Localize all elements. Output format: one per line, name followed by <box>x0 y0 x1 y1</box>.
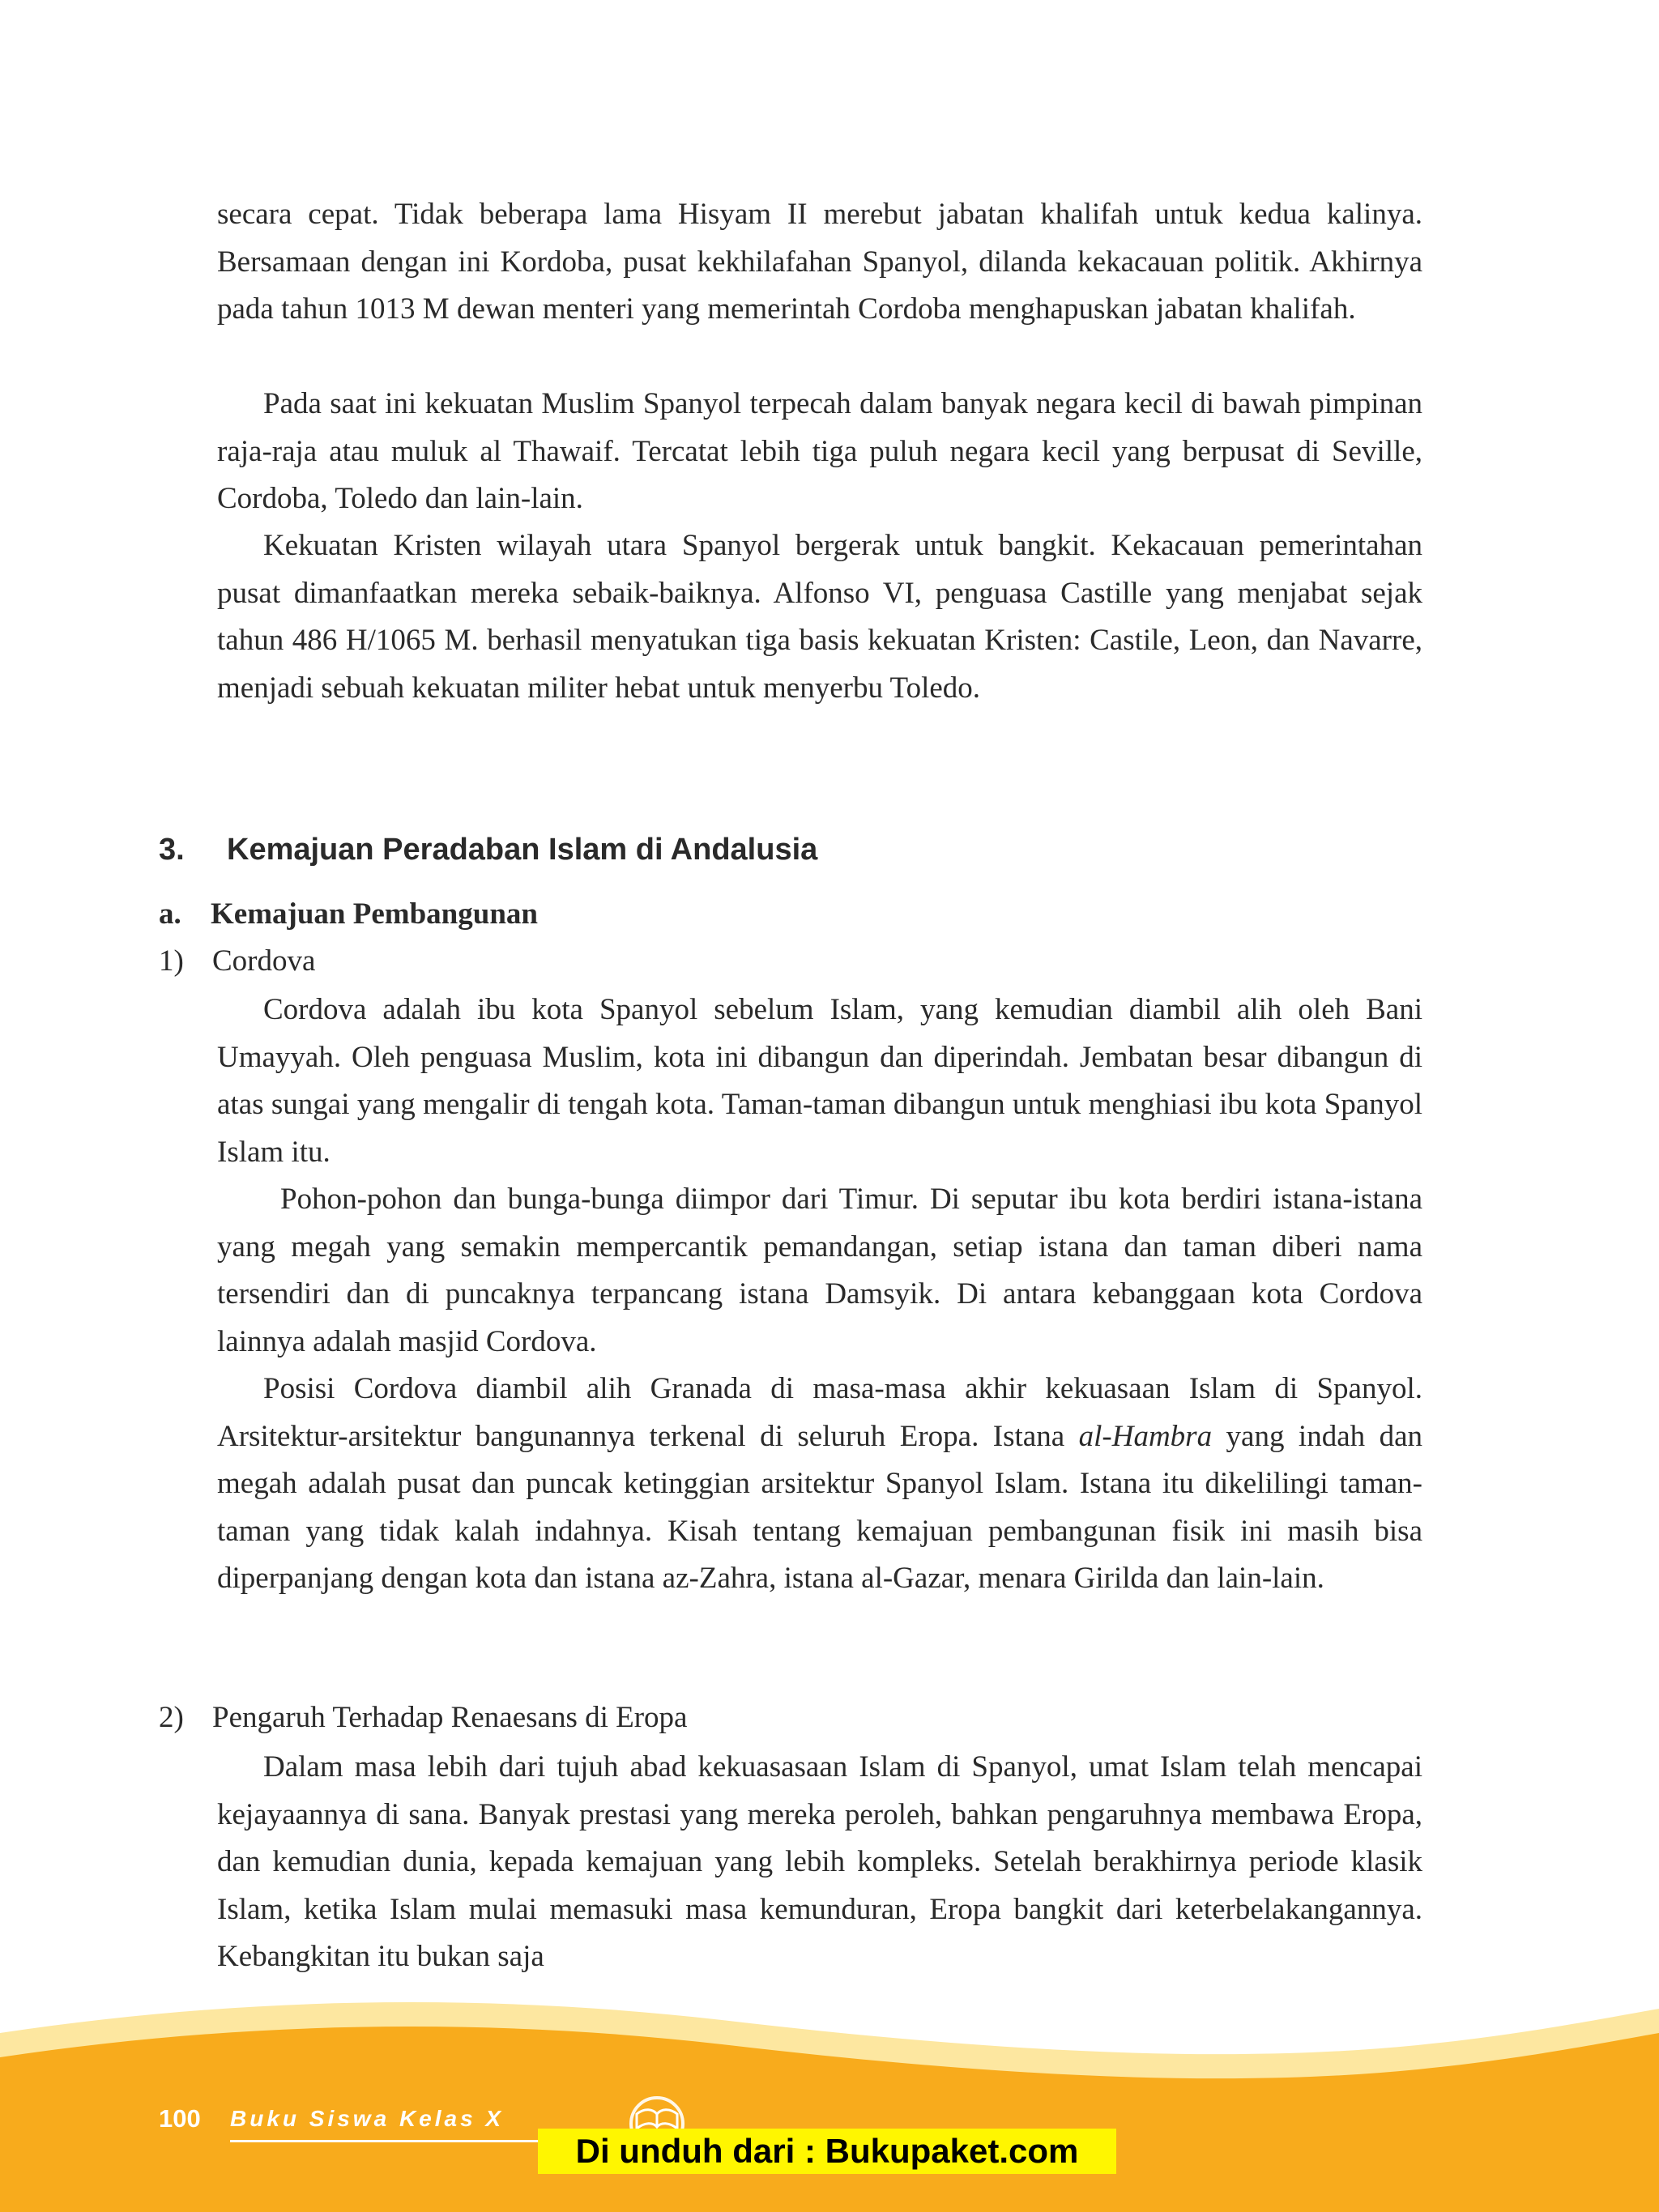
body-paragraph <box>217 1366 1422 1603</box>
body-paragraph: secara cepat. Tidak beberapa lama Hisyam II merebut jabatan khalifah untuk kedua kalinya. Bersamaan dengan ini Kordoba, pusat kekhilafahan Spanyol, dilanda kekacauan politik. Akhirnya pada tahun 1013 M dewan menteri yang memerintah Cordoba menghapuskan jabatan khalifah. <box>217 198 1422 326</box>
page-number: 100 <box>159 2104 201 2133</box>
item-title: Pengaruh Terhadap Renaesans di Eropa <box>212 1701 688 1734</box>
book-title: Buku Siswa Kelas X <box>230 2106 505 2131</box>
item-number: 2) <box>159 1701 184 1734</box>
item-heading-renaissance <box>159 1696 687 1740</box>
subsection-label: a. <box>159 897 181 931</box>
section-number: 3. <box>159 833 185 867</box>
footer-wave-decoration <box>0 1976 1659 2212</box>
body-paragraph: Pada saat ini kekuatan Muslim Spanyol terpecah dalam banyak negara kecil di bawah pimpinan raja-raja atau muluk al Thawaif. Tercatat lebih tiga puluh negara kecil yang berpusat di Seville, Cordoba, Toledo dan lain-lain. <box>217 387 1422 515</box>
body-paragraph: Pohon-pohon dan bunga-bunga diimpor dari Timur. Di seputar ibu kota berdiri istana-istana yang megah yang semakin mempercantik pemandangan, setiap istana dan taman diberi nama tersendiri dan di puncaknya terpancang istana Damsyik. Di antara kebanggaan kota Cordova lainnya adalah masjid Cordova. <box>217 1183 1422 1358</box>
section-heading <box>159 828 817 872</box>
item-number: 1) <box>159 944 184 978</box>
palace-name-italic: al-Hambra <box>1078 1419 1213 1453</box>
download-source-banner: Di unduh dari : Bukupaket.com <box>538 2129 1116 2174</box>
section-title: Kemajuan Peradaban Islam di Andalusia <box>227 833 818 867</box>
item-heading-cordova <box>159 940 315 983</box>
body-paragraph: Cordova adalah ibu kota Spanyol sebelum Islam, yang kemudian diambil alih oleh Bani Umayyah. Oleh penguasa Muslim, kota ini dibangun dan diperindah. Jembatan besar dibangun di atas sungai yang mengalir di tengah kota. Taman-taman dibangun untuk menghiasi ibu kota Spanyol Islam itu. <box>217 993 1422 1169</box>
body-paragraph: Dalam masa lebih dari tujuh abad kekuasasaan Islam di Spanyol, umat Islam telah mencapai kejayaannya di sana. Banyak prestasi yang mereka peroleh, bahkan pengaruhnya membawa Eropa, dan kemudian dunia, kepada kemajuan yang lebih kompleks. Setelah berakhirnya periode klasik Islam, ketika Islam mulai memasuki masa kemunduran, Eropa bangkit dari keterbelakangannya. Kebangkitan itu bukan saja <box>217 1750 1422 1973</box>
book-title-underline <box>230 2140 554 2142</box>
paragraph-text: Posisi Cordova diambil alih Granada di masa-masa akhir kekuasaan Islam di Spanyol. Arsitektur-arsitektur bangunannya terkenal di seluruh Eropa. Istana <box>217 1372 1422 1453</box>
body-paragraph: Kekuatan Kristen wilayah utara Spanyol bergerak untuk bangkit. Kekacauan pemerintahan pusat dimanfaatkan mereka sebaik-baiknya. Alfonso VI, penguasa Castille yang menjabat sejak tahun 486 H/1065 M. berhasil menyatukan tiga basis kekuatan Kristen: Castile, Leon, dan Navarre, menjadi sebuah kekuatan militer hebat untuk menyerbu Toledo. <box>217 529 1422 705</box>
subsection-title: Kemajuan Pembangunan <box>211 897 538 931</box>
item-title: Cordova <box>212 944 316 978</box>
subsection-heading <box>159 893 538 936</box>
paragraph-text: yang indah dan megah adalah pusat dan puncak ketinggian arsitektur Spanyol Islam. Istana itu dikelilingi taman-taman yang tidak kalah indahnya. Kisah tentang kemajuan pembangunan fisik ini masih bisa diperpanjang dengan kota dan istana az-Zahra, istana al-Gazar, menara Girilda dan lain-lain. <box>217 1419 1423 1595</box>
